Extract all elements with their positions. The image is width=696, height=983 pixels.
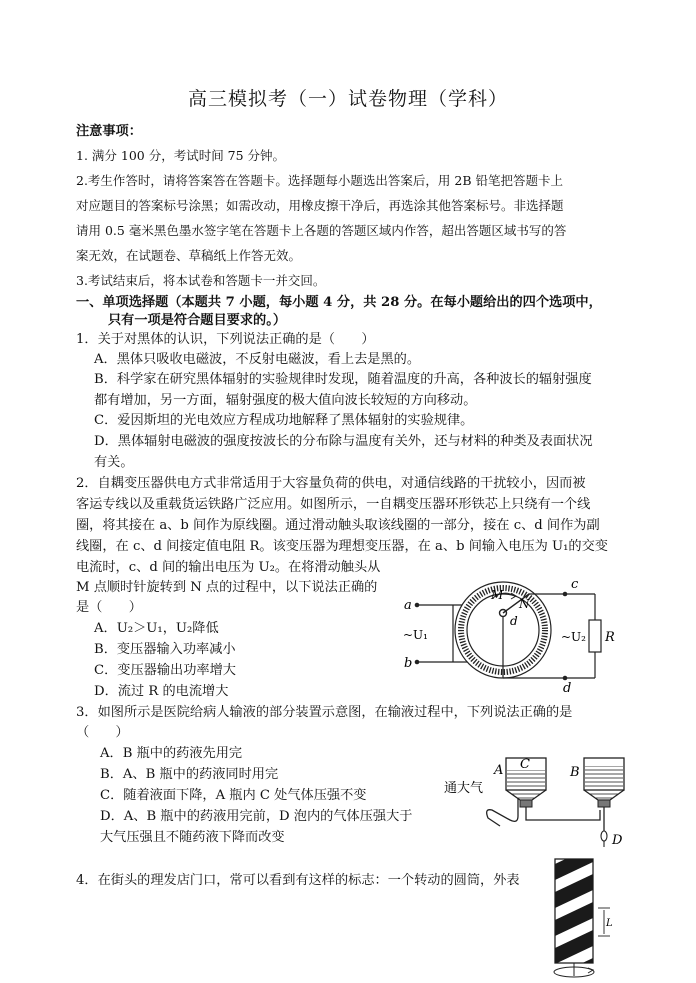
q2-option-b: B．变压器输入功率减小: [94, 642, 236, 657]
section-1-heading: 一、单项选择题（本题共 7 小题，每小题 4 分，共 28 分。在每小题给出的四个选项中，: [76, 295, 602, 310]
q2-stem-line-2: 客运专线以及重载货运铁路广泛应用。如图所示，一自耦变压器环形铁芯上只绕有一个线: [76, 497, 591, 512]
q2-stem-line-6: M 点顺时针旋转到 N 点的过程中，以下说法正确的: [76, 580, 378, 595]
q1-option-c: C．爱因斯坦的光电效应方程成功地解释了黑体辐射的实验规律。: [94, 413, 474, 428]
q3-label-air: 通大气: [444, 781, 484, 796]
q2-option-d: D．流过 R 的电流增大: [94, 684, 229, 699]
q3-option-d-line-1: D．A、B 瓶中的药液用完前，D 泡内的气体压强大于: [100, 809, 413, 824]
q1-stem: 1．关于对黑体的认识，下列说法正确的是（ ）: [76, 332, 375, 347]
q2-stem-line-4: 线圈，在 c、d 间接定值电阻 R。该变压器为理想变压器，在 a、b 间输入电压为 U₁的交变: [76, 539, 608, 554]
q1-option-d-line-2: 有关。: [94, 455, 134, 470]
q2-label-m: M: [491, 588, 504, 602]
q3-infusion-figure: [440, 748, 636, 848]
section-1-heading-cont: 只有一项是符合题目要求的。）: [108, 313, 287, 328]
q2-option-c: C．变压器输出功率增大: [94, 663, 236, 678]
notice-item-2-line-2: 对应题目的答案标号涂黑；如需改动，用橡皮擦干净后，再选涂其他答案标号。非选择题: [76, 198, 564, 213]
q2-option-a: A．U₂＞U₁，U₂降低: [94, 621, 219, 636]
q3-label-b: B: [570, 765, 580, 780]
q3-option-a: A．B 瓶中的药液先用完: [100, 746, 243, 761]
q2-transformer-figure: [395, 568, 630, 693]
q3-label-a: A: [494, 763, 504, 778]
q4-label-l: L: [606, 918, 613, 929]
q2-label-n: N: [519, 597, 530, 611]
q2-label-c: c: [571, 577, 579, 592]
q3-stem-line-2: （ ）: [76, 725, 129, 740]
q4-barber-pole-figure: [548, 856, 618, 980]
notice-heading: 注意事项：: [76, 124, 142, 139]
q2-label-b: b: [404, 656, 413, 671]
q3-stem-line-1: 3．如图所示是医院给病人输液的部分装置示意图，在输液过程中，下列说法正确的是: [76, 705, 573, 720]
q2-label-d-center: d: [510, 614, 518, 628]
q2-stem-line-5: 电流时，c、d 间的输出电压为 U₂。在将滑动触头从: [76, 560, 381, 575]
q4-stem-line-1: 4．在街头的理发店门口，常可以看到有这样的标志：一个转动的圆筒，外表: [76, 873, 520, 888]
q1-option-b-line-2: 都有增加，另一方面，辐射强度的极大值向波长较短的方向移动。: [94, 393, 477, 408]
q2-label-u1: ~U₁: [403, 628, 428, 642]
q2-label-r: R: [605, 630, 615, 645]
notice-item-2-line-4: 案无效，在试题卷、草稿纸上作答无效。: [76, 248, 302, 263]
q3-label-c: C: [520, 757, 530, 772]
q1-option-d-line-1: D．黑体辐射电磁波的强度按波长的分布除与温度有关外，还与材料的种类及表面状况: [94, 434, 593, 449]
notice-item-1: 1. 满分 100 分，考试时间 75 分钟。: [76, 148, 286, 163]
q2-label-a: a: [404, 598, 412, 613]
q2-stem-line-3: 圈，将其接在 a、b 间作为原线圈。通过滑动触头取该线圈的一部分，接在 c、d 间作为副: [76, 518, 600, 533]
q3-option-c: C．随着液面下降，A 瓶内 C 处气体压强不变: [100, 788, 367, 803]
q2-stem-line-1: 2．自耦变压器供电方式非常适用于大容量负荷的供电，对通信线路的干扰较小，因而被: [76, 476, 586, 491]
notice-item-2-line-3: 请用 0.5 毫米黑色墨水签字笔在答题卡上各题的答题区域内作答，超出答题区域书写的答: [76, 223, 567, 238]
page-title: 高三模拟考（一）试卷物理（学科）: [187, 88, 508, 110]
notice-item-2-line-1: 2.考生作答时，请将答案答在答题卡。选择题每小题选出答案后，用 2B 铅笔把答题卡上: [76, 173, 564, 188]
q3-option-d-line-2: 大气压强且不随药液下降而改变: [100, 830, 285, 845]
notice-item-3: 3.考试结束后，将本试卷和答题卡一并交回。: [76, 273, 326, 288]
q1-option-a: A．黑体只吸收电磁波，不反射电磁波，看上去是黑的。: [94, 352, 421, 367]
q2-label-d: d: [563, 681, 572, 693]
q3-label-d: D: [612, 833, 623, 848]
q2-stem-line-7: 是（ ）: [76, 600, 142, 615]
q2-label-u2: ~U₂: [561, 630, 586, 644]
q3-option-b: B．A、B 瓶中的药液同时用完: [100, 767, 279, 782]
q1-option-b-line-1: B．科学家在研究黑体辐射的实验规律时发现，随着温度的升高，各种波长的辐射强度: [94, 372, 592, 387]
